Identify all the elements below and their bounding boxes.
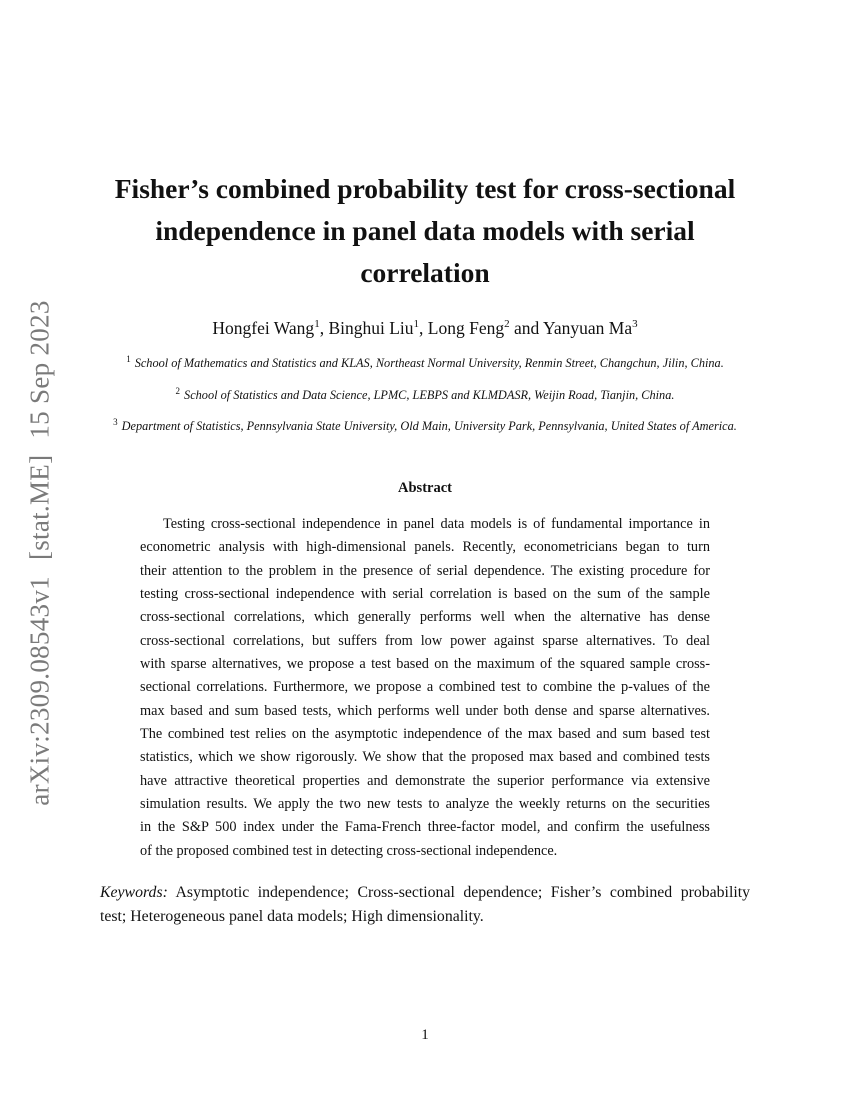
abstract-line: max based and sum based tests, which performs well under both dense and sparse alternatives. — [140, 702, 710, 719]
keywords-section — [100, 881, 750, 929]
author-separator: and — [509, 318, 543, 338]
abstract-line: sectional correlations. Furthermore, we propose a combined test to combine the p-values of the — [140, 679, 710, 696]
affiliation-1 — [0, 354, 850, 371]
affiliation-text: School of Statistics and Data Science, LPMC, LEBPS and KLMDASR, Weijin Road, Tianjin, China. — [184, 388, 675, 403]
author-name: Binghui Liu — [328, 318, 414, 338]
author-name: Long Feng — [427, 318, 505, 338]
title-line: independence in panel data models with serial — [155, 215, 695, 246]
affiliation-2 — [0, 386, 850, 403]
affiliation-text: School of Mathematics and Statistics and KLAS, Northeast Normal University, Renmin Street, Changchun, Jilin, China. — [134, 356, 724, 371]
abstract-line: simulation results. We apply the two new tests to analyze the weekly returns on the securities — [140, 796, 710, 813]
author-affiliation-mark: 1 — [413, 318, 420, 331]
title-line: Fisher’s combined probability test for cross-sectional — [114, 173, 736, 204]
affiliation-number: 3 — [113, 417, 118, 427]
abstract-heading: Abstract — [398, 480, 452, 496]
keywords-line: test; Heterogeneous panel data models; High dimensionality. — [100, 908, 484, 925]
abstract-line: have attractive theoretical properties and demonstrate the superior performance via extensive — [140, 772, 710, 789]
abstract-line: Testing cross-sectional independence in panel data models is of fundamental importance in — [163, 516, 710, 532]
title-line: correlation — [360, 257, 490, 288]
keywords-label: Keywords: — [100, 884, 168, 901]
author-affiliation-mark: 1 — [314, 318, 320, 331]
page-number: 1 — [421, 1027, 429, 1043]
affiliation-number: 2 — [175, 386, 181, 396]
author-separator: , — [419, 318, 428, 338]
author-affiliation-mark: 3 — [632, 318, 638, 331]
arxiv-category: [stat.ME] — [24, 454, 55, 561]
author-list — [0, 318, 850, 339]
abstract-line: statistics, which we show rigorously. We show that the proposed max based and combined tests — [140, 749, 710, 766]
abstract-line: of the proposed combined test in detecting cross-sectional independence. — [140, 842, 558, 859]
author-name: Hongfei Wang — [212, 318, 315, 338]
abstract-line: in the S&P 500 index under the Fama-French three-factor model, and confirm the usefulness — [140, 819, 710, 836]
abstract-line: The combined test relies on the asymptotic independence of the max based and sum based test — [140, 726, 710, 743]
paper-title — [100, 168, 750, 294]
author-separator: , — [319, 318, 329, 338]
abstract-line: their attention to the problem in the presence of serial dependence. The existing procedure for — [140, 562, 710, 579]
abstract-line: cross-sectional correlations, which generally performs well when the alternative has dense — [140, 609, 710, 626]
abstract-line: econometric analysis with high-dimensional panels. Recently, econometricians began to turn — [140, 539, 710, 556]
abstract-line: testing cross-sectional independence with serial correlation is based on the sum of the sample — [140, 586, 710, 603]
abstract-line: cross-sectional correlations, but suffers from low power against sparse alternatives. To deal — [140, 632, 710, 649]
affiliation-3 — [0, 417, 850, 434]
affiliation-text: Department of Statistics, Pennsylvania State University, Old Main, University Park, Pennsylvania, United States of America. — [121, 419, 737, 434]
affiliation-number: 1 — [126, 354, 131, 364]
author-affiliation-mark: 2 — [504, 318, 510, 331]
author-name: Yanyuan Ma — [542, 318, 633, 338]
keywords-line — [100, 881, 750, 905]
arxiv-id: arXiv:2309.08543v1 — [24, 576, 55, 806]
abstract-line: with sparse alternatives, we propose a test based on the maximum of the squared sample cross- — [140, 656, 710, 673]
abstract-body — [140, 513, 710, 863]
arxiv-date: 15 Sep 2023 — [24, 300, 55, 439]
keywords-text: Asymptotic independence; Cross-sectional dependence; Fisher’s combined probability — [175, 884, 751, 901]
